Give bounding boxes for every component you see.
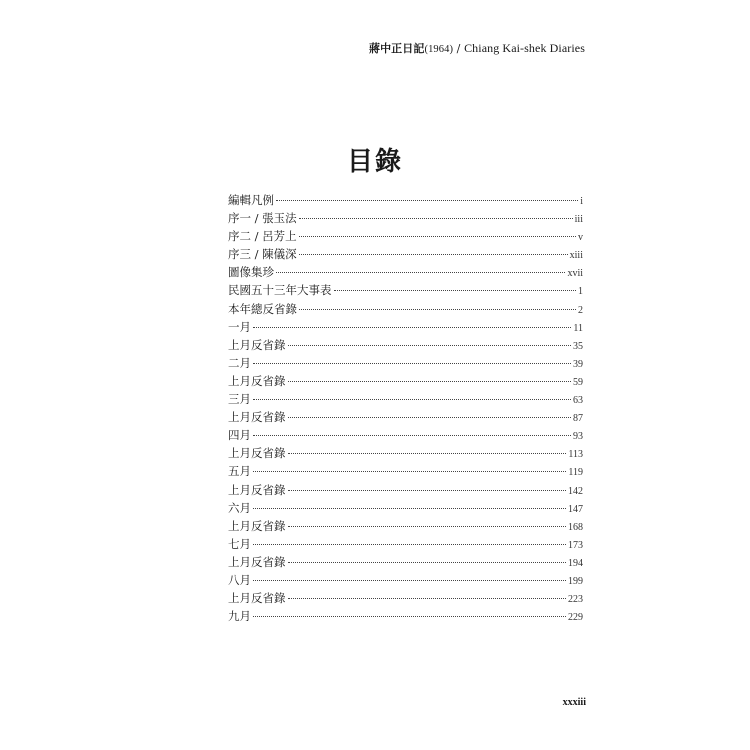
toc-entry-label: 編輯凡例 [228, 193, 274, 207]
dot-leader [276, 272, 565, 273]
toc-entry-page: 93 [573, 431, 583, 443]
dot-leader [288, 417, 572, 418]
toc-entry [228, 444, 583, 462]
toc-entry [228, 462, 583, 480]
header-separator: / [453, 42, 465, 55]
toc-entry [228, 209, 583, 227]
toc-entry-page: 199 [568, 575, 583, 587]
toc-entry-page: xvii [567, 268, 583, 280]
toc-entry-page: i [580, 196, 583, 207]
toc-entry-label: 本年總反省錄 [228, 301, 297, 316]
dot-leader [276, 200, 578, 201]
toc-entry-label: 二月 [228, 355, 251, 370]
toc-entry-page: 113 [568, 449, 583, 461]
toc-entry-label: 上月反省錄 [228, 373, 286, 388]
toc-entry [228, 300, 583, 318]
toc-entry-page: 223 [568, 594, 583, 606]
toc-entry-label: 上月反省錄 [228, 410, 286, 425]
toc-entry-page: iii [574, 214, 583, 226]
toc-entry [228, 281, 583, 299]
dot-leader [253, 544, 566, 545]
toc-entry [228, 336, 583, 354]
toc-entry [228, 426, 583, 444]
dot-leader [253, 327, 571, 328]
toc-entry [228, 517, 583, 535]
toc-entry-page: 59 [573, 376, 583, 388]
page-number: xxxiii [562, 697, 586, 708]
toc-entry-label: 上月反省錄 [228, 591, 286, 606]
toc-entry [228, 607, 583, 625]
dot-leader [253, 616, 566, 617]
toc-entry-label: 上月反省錄 [228, 554, 286, 569]
toc-entry [228, 263, 583, 281]
header-year: (1964) [424, 44, 454, 55]
header-title-cn: 蔣中正日記 [368, 42, 425, 55]
dot-leader [253, 508, 566, 509]
toc-entry-page: 2 [578, 304, 583, 316]
dot-leader [288, 381, 572, 382]
dot-leader [288, 562, 567, 563]
toc-entry [228, 535, 583, 553]
dot-leader [334, 290, 577, 291]
toc-entry-label: 一月 [228, 319, 251, 334]
dot-leader [288, 453, 567, 454]
toc-entry [228, 354, 583, 372]
toc-entry-page: 87 [573, 413, 583, 425]
toc-entry [228, 245, 583, 263]
running-header [369, 40, 585, 56]
toc-entry [228, 390, 583, 408]
dot-leader [288, 345, 572, 346]
dot-leader [253, 471, 566, 472]
toc-entry-page: v [578, 232, 583, 244]
toc-entry [228, 481, 583, 499]
toc-entry [228, 553, 583, 571]
toc-list [228, 191, 583, 625]
toc-entry-label: 序一 / 張玉法 [228, 211, 297, 226]
dot-leader [253, 580, 566, 581]
toc-entry [228, 372, 583, 390]
toc-entry-label: 上月反省錄 [228, 337, 286, 352]
toc-entry-label: 圖像集珍 [228, 265, 274, 280]
toc-entry-page: 173 [568, 539, 583, 551]
toc-entry-label: 三月 [228, 392, 251, 407]
toc-entry-label: 五月 [228, 464, 251, 479]
toc-entry-page: 35 [573, 340, 583, 352]
toc-entry-page: 194 [568, 557, 583, 569]
toc-entry-page: 119 [568, 467, 583, 479]
dot-leader [299, 218, 573, 219]
dot-leader [288, 598, 567, 599]
dot-leader [299, 309, 576, 310]
toc-entry [228, 589, 583, 607]
toc-entry-label: 四月 [228, 428, 251, 443]
toc-entry [228, 227, 583, 245]
toc-entry-label: 上月反省錄 [228, 518, 286, 533]
toc-entry-page: 147 [568, 503, 583, 515]
toc-entry-label: 上月反省錄 [228, 482, 286, 497]
toc-entry-label: 序二 / 呂芳上 [228, 229, 297, 244]
toc-entry [228, 499, 583, 517]
header-title-en: Chiang Kai-shek Diaries [464, 41, 585, 55]
toc-entry [228, 191, 583, 209]
toc-entry-page: xiii [569, 250, 583, 262]
toc-entry [228, 318, 583, 336]
dot-leader [299, 236, 576, 237]
toc-entry-label: 七月 [228, 536, 251, 551]
toc-entry-page: 229 [568, 612, 583, 624]
toc-entry [228, 408, 583, 426]
toc-entry-page: 11 [573, 322, 583, 334]
dot-leader [253, 363, 571, 364]
toc-entry-label: 民國五十三年大事表 [228, 283, 332, 298]
toc-title: 目錄 [346, 147, 403, 177]
toc-entry-label: 八月 [228, 572, 251, 587]
toc-entry-label: 九月 [228, 609, 251, 624]
toc-entry [228, 571, 583, 589]
toc-entry-label: 上月反省錄 [228, 446, 286, 461]
dot-leader [299, 254, 568, 255]
toc-entry-page: 63 [573, 395, 583, 407]
dot-leader [288, 490, 567, 491]
dot-leader [253, 435, 571, 436]
toc-entry-label: 序三 / 陳儀深 [228, 247, 297, 262]
toc-entry-label: 六月 [228, 500, 251, 515]
dot-leader [288, 526, 567, 527]
dot-leader [253, 399, 571, 400]
toc-entry-page: 1 [578, 286, 583, 298]
toc-entry-page: 142 [568, 485, 583, 497]
toc-entry-page: 168 [568, 521, 583, 533]
toc-entry-page: 39 [573, 358, 583, 370]
